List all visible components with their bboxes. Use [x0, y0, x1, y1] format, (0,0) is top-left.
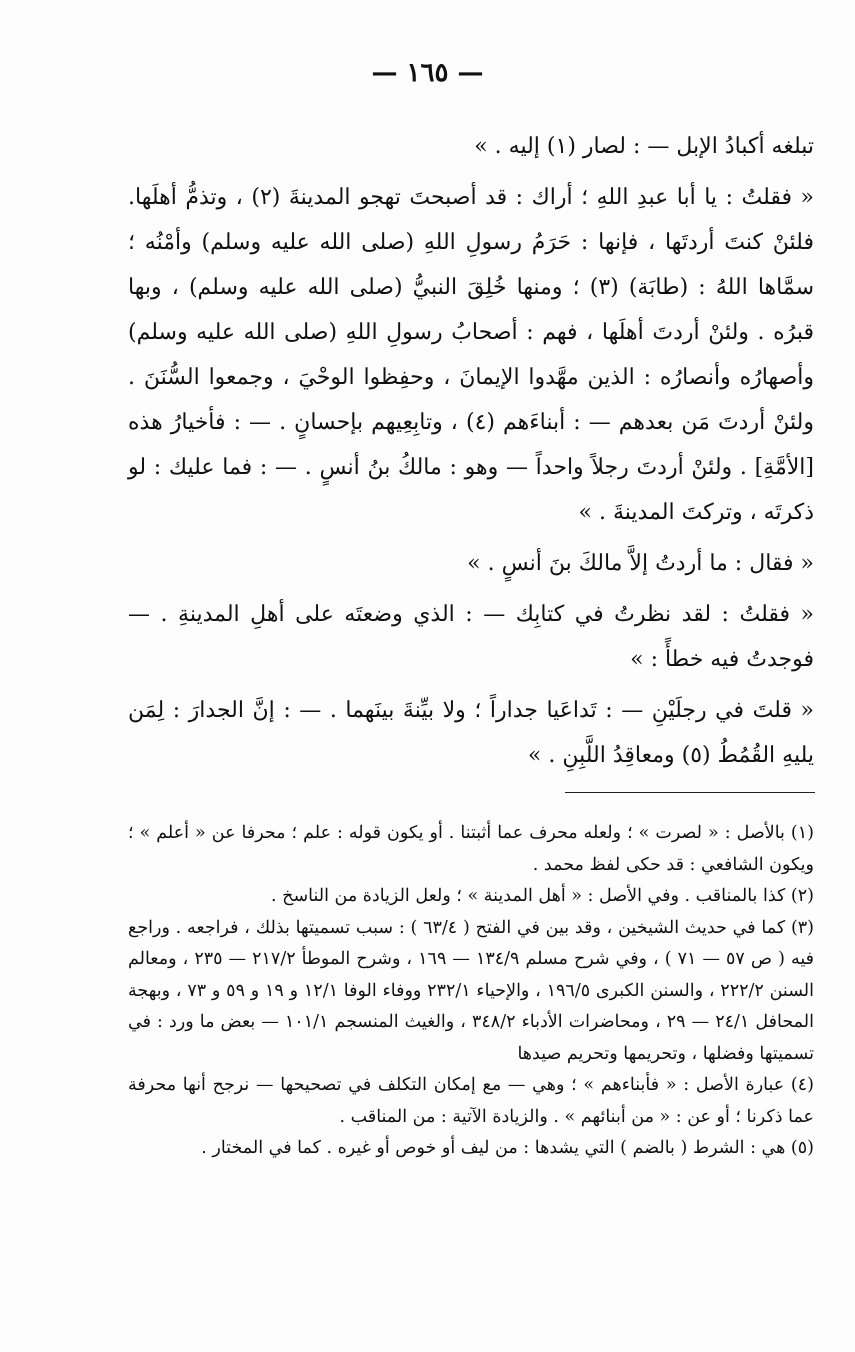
paragraph: « فقلتُ : يا أبا عبدِ اللهِ ؛ أراك : قد أصبحتَ تهجو المدينةَ (٢) ، وتذمُّ أهلَها. فلئنْ كنتَ أردتَها ، فإنها : حَرَمُ رسولِ اللهِ (صلى الله عليه وسلم) وأمْنُه ؛ سمَّاها اللهُ : (طابَة) (٣) ؛ ومنها خُلِقَ النبيُّ (صلى الله عليه وسلم) ، وبها قبرُه . ولئنْ أردتَ أهلَها ، فهم : أصحابُ رسولِ اللهِ (صلى الله عليه وسلم) وأصهارُه وأنصارُه : الذين مهَّدوا الإيمانَ ، وحفِظوا الوحْيَ ، وجمعوا السُّنَنَ . ولئنْ أردتَ مَن بعدهم — : أبناءَهم (٤) ، وتابِعِيهم بإحسانٍ . — : فأخيارُ هذه [الأمَّةِ] . ولئنْ أردتَ رجلاً واحداً — وهو : مالكُ بنُ أنسٍ . — : فما عليك : لو ذكرتَه ، وتركتَ المدينةَ . »	[128, 185, 815, 525]
footnote-divider	[565, 792, 815, 793]
page-number: — ١٦٥ —	[371, 58, 484, 88]
footnote-4: (٤) عبارة الأصل : « فأبناءهم » ؛ وهي — مع إمكان التكلف في تصحيحها — نرجح أنها محرفة عما ذكرنا ؛ أو عن : « من أبنائهم » . والزيادة الآتية : من المناقب .	[128, 1075, 814, 1127]
footnote-1: (١) بالأصل : « لصرت » ؛ ولعله محرف عما أثبتنا . أو يكون قوله : علم ؛ محرفا عن « أعلم » ؛ ويكون الشافعي : قد حكى لفظ محمد .	[128, 823, 814, 875]
paragraph: تبلغه أكبادُ الإبل — : لصار (١) إليه . »	[474, 134, 814, 159]
paragraph: « قلتَ في رجلَيْنِ — : تَداعَيا جداراً ؛ ولا بيِّنةَ بينَهما . — : إنَّ الجدارَ : لِمَن يليهِ القُمُطُ (٥) ومعاقِدُ اللَّبِنِ . »	[128, 698, 814, 768]
paragraph: « فقلتُ : لقد نظرتُ في كتابِك — : الذي وضعتَه على أهلِ المدينةِ . — فوجدتُ فيه خطأً : »	[128, 602, 814, 672]
footnote-2: (٢) كذا بالمناقب . وفي الأصل : « أهل المدينة » ؛ ولعل الزيادة من الناسخ .	[271, 886, 814, 906]
footnote-3: (٣) كما في حديث الشيخين ، وقد بين في الفتح ( ٦٣/٤ ) : سبب تسميتها بذلك ، فراجعه . وراجع فيه ( ص ٥٧ — ٧١ ) ، وفي شرح مسلم ١٣٤/٩ — ١٦٩ ، وشرح الموطأ ٢١٧/٢ — ٢٣٥ ، ومعالم السنن ٢٢٢/٢ ، والسنن الكبرى ١٩٦/٥ ، والإحياء ٢٣٢/١ ووفاء الوفا ١٢/١ و ١٩ و ٥٩ و ٧٣ ، وبهجة المحافل ٢٤/١ — ٢٩ ، ومحاضرات الأدباء ٣٤٨/٢ ، والغيث المنسجم ١٠١/١ — بعض ما ورد : في تسميتها وفضلها ، وتحريمها وتحريم صيدها	[128, 917, 814, 1064]
main-text	[128, 124, 814, 784]
paragraph: « فقال : ما أردتُ إلاَّ مالكَ بنَ أنسٍ . »	[467, 551, 814, 576]
footnotes	[128, 818, 814, 1165]
footnote-5: (٥) هي : الشرط ( بالضم ) التي يشدها : من ليف أو خوص أو غيره . كما في المختار .	[201, 1138, 814, 1158]
